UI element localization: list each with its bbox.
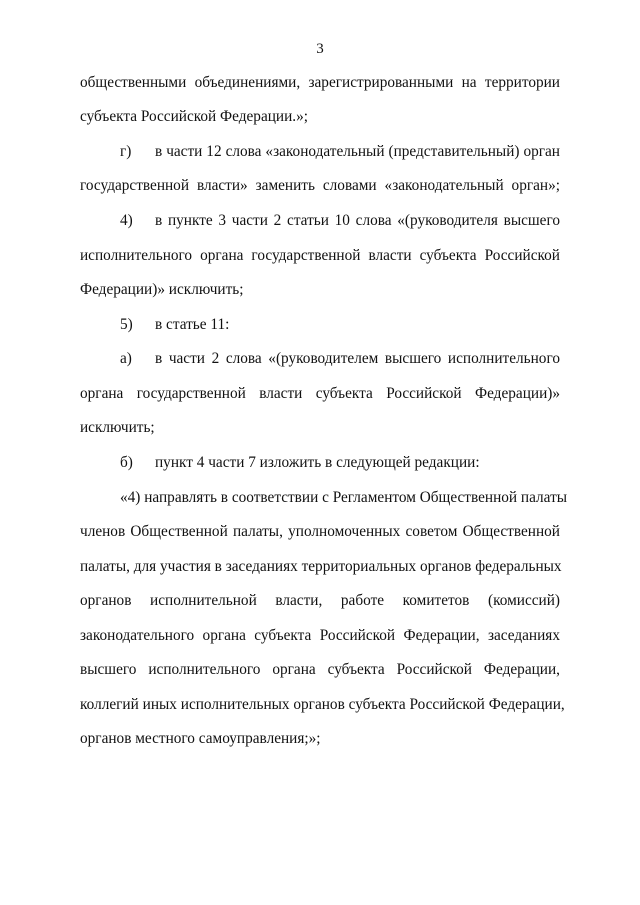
list-marker: 5) (120, 316, 133, 333)
text-line: Федерации)» исключить; (80, 281, 244, 298)
text-line: коллегий иных исполнительных органов субъекта Российской Федерации, (80, 696, 565, 713)
list-marker: 4) (120, 212, 133, 229)
text-line: в части 12 слова «законодательный (представительный) орган (155, 143, 560, 160)
text-line: субъекта Российской Федерации.»; (80, 108, 309, 125)
text-line: органа государственной власти субъекта Российской Федерации)» (80, 385, 560, 402)
text-line: общественными объединениями, зарегистрированными на территории (80, 74, 560, 91)
list-marker: б) (120, 454, 133, 471)
list-marker: г) (120, 143, 132, 160)
text-line: членов Общественной палаты, уполномоченных советом Общественной (80, 523, 560, 540)
text-line: в пункте 3 части 2 статьи 10 слова «(руководителя высшего (155, 212, 560, 229)
text-line: пункт 4 части 7 изложить в следующей редакции: (155, 454, 480, 471)
text-line: высшего исполнительного органа субъекта Российской Федерации, (80, 661, 560, 678)
text-line: в части 2 слова «(руководителем высшего исполнительного (155, 350, 560, 367)
text-line: в статье 11: (155, 316, 230, 333)
text-line: исключить; (80, 419, 155, 436)
text-line: исполнительного органа государственной власти субъекта Российской (80, 247, 560, 264)
text-line: органов местного самоуправления;»; (80, 730, 321, 747)
text-line: законодательного органа субъекта Российской Федерации, заседаниях (80, 627, 560, 644)
list-marker: а) (120, 350, 132, 367)
page-number: 3 (316, 41, 324, 57)
text-line: органов исполнительной власти, работе комитетов (комиссий) (80, 592, 560, 609)
text-line: «4) направлять в соответствии с Регламентом Общественной палаты (120, 489, 568, 506)
text-line: государственной власти» заменить словами «законодательный орган»; (80, 177, 560, 194)
text-line: палаты, для участия в заседаниях территориальных органов федеральных (80, 558, 562, 575)
